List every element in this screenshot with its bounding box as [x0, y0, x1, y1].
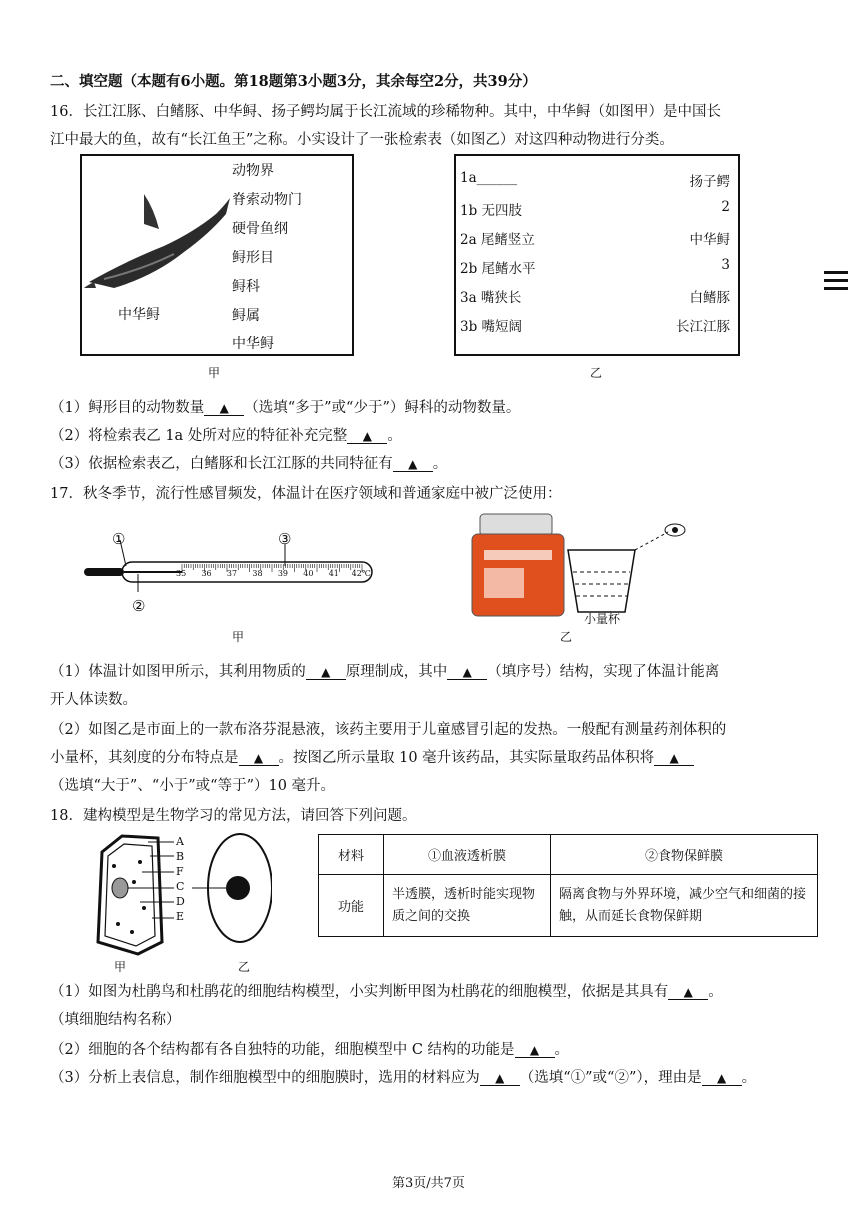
answer-blank[interactable]: ▲ [654, 751, 694, 766]
q18-sub3: （3）分析上表信息，制作细胞模型中的细胞膜时，选用的材料应为 ▲ （选填“①”或“②”），理由是 ▲ 。 [50, 1070, 757, 1086]
answer-blank[interactable]: ▲ [515, 1043, 555, 1058]
answer-blank[interactable]: ▲ [239, 751, 279, 766]
q18-sub2: （2）细胞的各个结构都有各自独特的功能，细胞模型中 C 结构的功能是 ▲ 。 [50, 1042, 570, 1058]
membrane-table [318, 834, 818, 937]
taxon-order: 鲟形目 [232, 250, 274, 266]
answer-blank[interactable]: ▲ [347, 429, 387, 444]
taxon-kingdom: 动物界 [232, 163, 274, 179]
q16-sub2: （2）将检索表乙 1a 处所对应的特征补充完整 ▲ 。 [50, 428, 402, 444]
answer-blank[interactable]: ▲ [480, 1071, 520, 1086]
q18-sub1-cont: （填细胞结构名称） [50, 1012, 181, 1028]
table-header: ①血液透析膜 [384, 835, 551, 875]
menu-icon[interactable] [824, 266, 848, 295]
q18-line1: 18．建构模型是生物学习的常见方法，请回答下列问题。 [50, 808, 417, 824]
q17-sub1-cont: 开人体读数。 [50, 692, 137, 708]
taxon-genus: 鲟属 [232, 308, 260, 324]
figure-a-box [80, 154, 354, 356]
q18-caption-a: 甲 [114, 960, 127, 974]
taxon-family: 鲟科 [232, 279, 260, 295]
q17-sub2: （2）如图乙是市面上的一款布洛芬混悬液，该药主要用于儿童感冒引起的发热。一般配有测量药剂体积的 [50, 722, 727, 738]
taxon-species: 中华鲟 [232, 336, 274, 352]
sturgeon-image [84, 184, 234, 304]
answer-blank[interactable]: ▲ [447, 665, 487, 680]
q16-line1: 16．长江江豚、白鳍豚、中华鲟、扬子鳄均属于长江流域的珍稀物种。其中，中华鲟（如图甲）是中国长 [50, 104, 721, 120]
q18-caption-b: 乙 [238, 960, 251, 974]
table-header: 材料 [319, 835, 384, 875]
answer-blank[interactable]: ▲ [702, 1071, 742, 1086]
page-footer: 第3页/共7页 [392, 1176, 465, 1191]
taxon-phylum: 脊索动物门 [232, 192, 302, 208]
table-cell: 隔离食物与外界环境，减少空气和细菌的接触，从而延长食物保鲜期 [551, 875, 818, 937]
q16-sub1: （1）鲟形目的动物数量 ▲ （选填“多于”或“少于”）鲟科的动物数量。 [50, 400, 521, 416]
marker-2: ② [132, 597, 146, 615]
fish-label: 中华鲟 [118, 307, 160, 323]
marker-3: ③ [278, 530, 292, 548]
key-table-box: 1a______ 扬子鳄 1b 无四肢 2 2a 尾鳍竖立 中华鲟 2b 尾鳍水平 3 3a 嘴狭长 白鳍豚 3b 嘴短阔 长江江豚 [454, 154, 740, 356]
thermo-scale: 35 36 37 38 39 40 41 42℃ [176, 569, 371, 578]
table-cell: 功能 [319, 875, 384, 937]
q17-caption-b: 乙 [560, 630, 573, 644]
q17-sub2-cont: 小量杯，其刻度的分布特点是 ▲ 。按图乙所示量取 10 毫升该药品，其实际量取药品体积将 ▲ [50, 746, 694, 767]
answer-blank[interactable]: ▲ [306, 665, 346, 680]
q17-sub2-cont2: （选填“大于”、“小于”或“等于”）10 毫升。 [50, 778, 336, 794]
table-cell: 半透膜，透析时能实现物质之间的交换 [384, 875, 551, 937]
answer-blank[interactable]: ▲ [393, 457, 433, 472]
q17-line1: 17．秋冬季节，流行性感冒频发，体温计在医疗领域和普通家庭中被广泛使用： [50, 486, 562, 502]
answer-blank[interactable]: ▲ [204, 401, 244, 416]
q16-caption-a: 甲 [208, 366, 221, 380]
q18-sub1: （1）如图为杜鹃鸟和杜鹃花的细胞结构模型，小实判断甲图为杜鹃花的细胞模型，依据是其具有 ▲ 。 [50, 984, 723, 1000]
q16-caption-b: 乙 [590, 366, 603, 380]
medicine-figure [470, 510, 690, 620]
cell-labels: A B F C D E [176, 835, 185, 923]
q16-sub3: （3）依据检索表乙，白鳍豚和长江江豚的共同特征有 ▲ 。 [50, 456, 448, 472]
q17-caption-a: 甲 [232, 630, 245, 644]
table-header: ②食物保鲜膜 [551, 835, 818, 875]
taxon-class: 硬骨鱼纲 [232, 221, 288, 237]
section-header: 二、填空题（本题有6小题。第18题第3小题3分，其余每空2分，共39分） [50, 73, 537, 90]
marker-1: ① [112, 530, 126, 548]
q16-line2: 江中最大的鱼，故有“长江鱼王”之称。小实设计了一张检索表（如图乙）对这四种动物进行分类。 [50, 132, 674, 148]
cup-label: 小量杯 [584, 612, 621, 626]
answer-blank[interactable]: ▲ [668, 985, 708, 1000]
thermometer-figure [82, 526, 382, 596]
q17-sub1: （1）体温计如图甲所示，其利用物质的 ▲ 原理制成，其中 ▲ （填序号）结构，实现了体温计能离 [50, 664, 720, 680]
